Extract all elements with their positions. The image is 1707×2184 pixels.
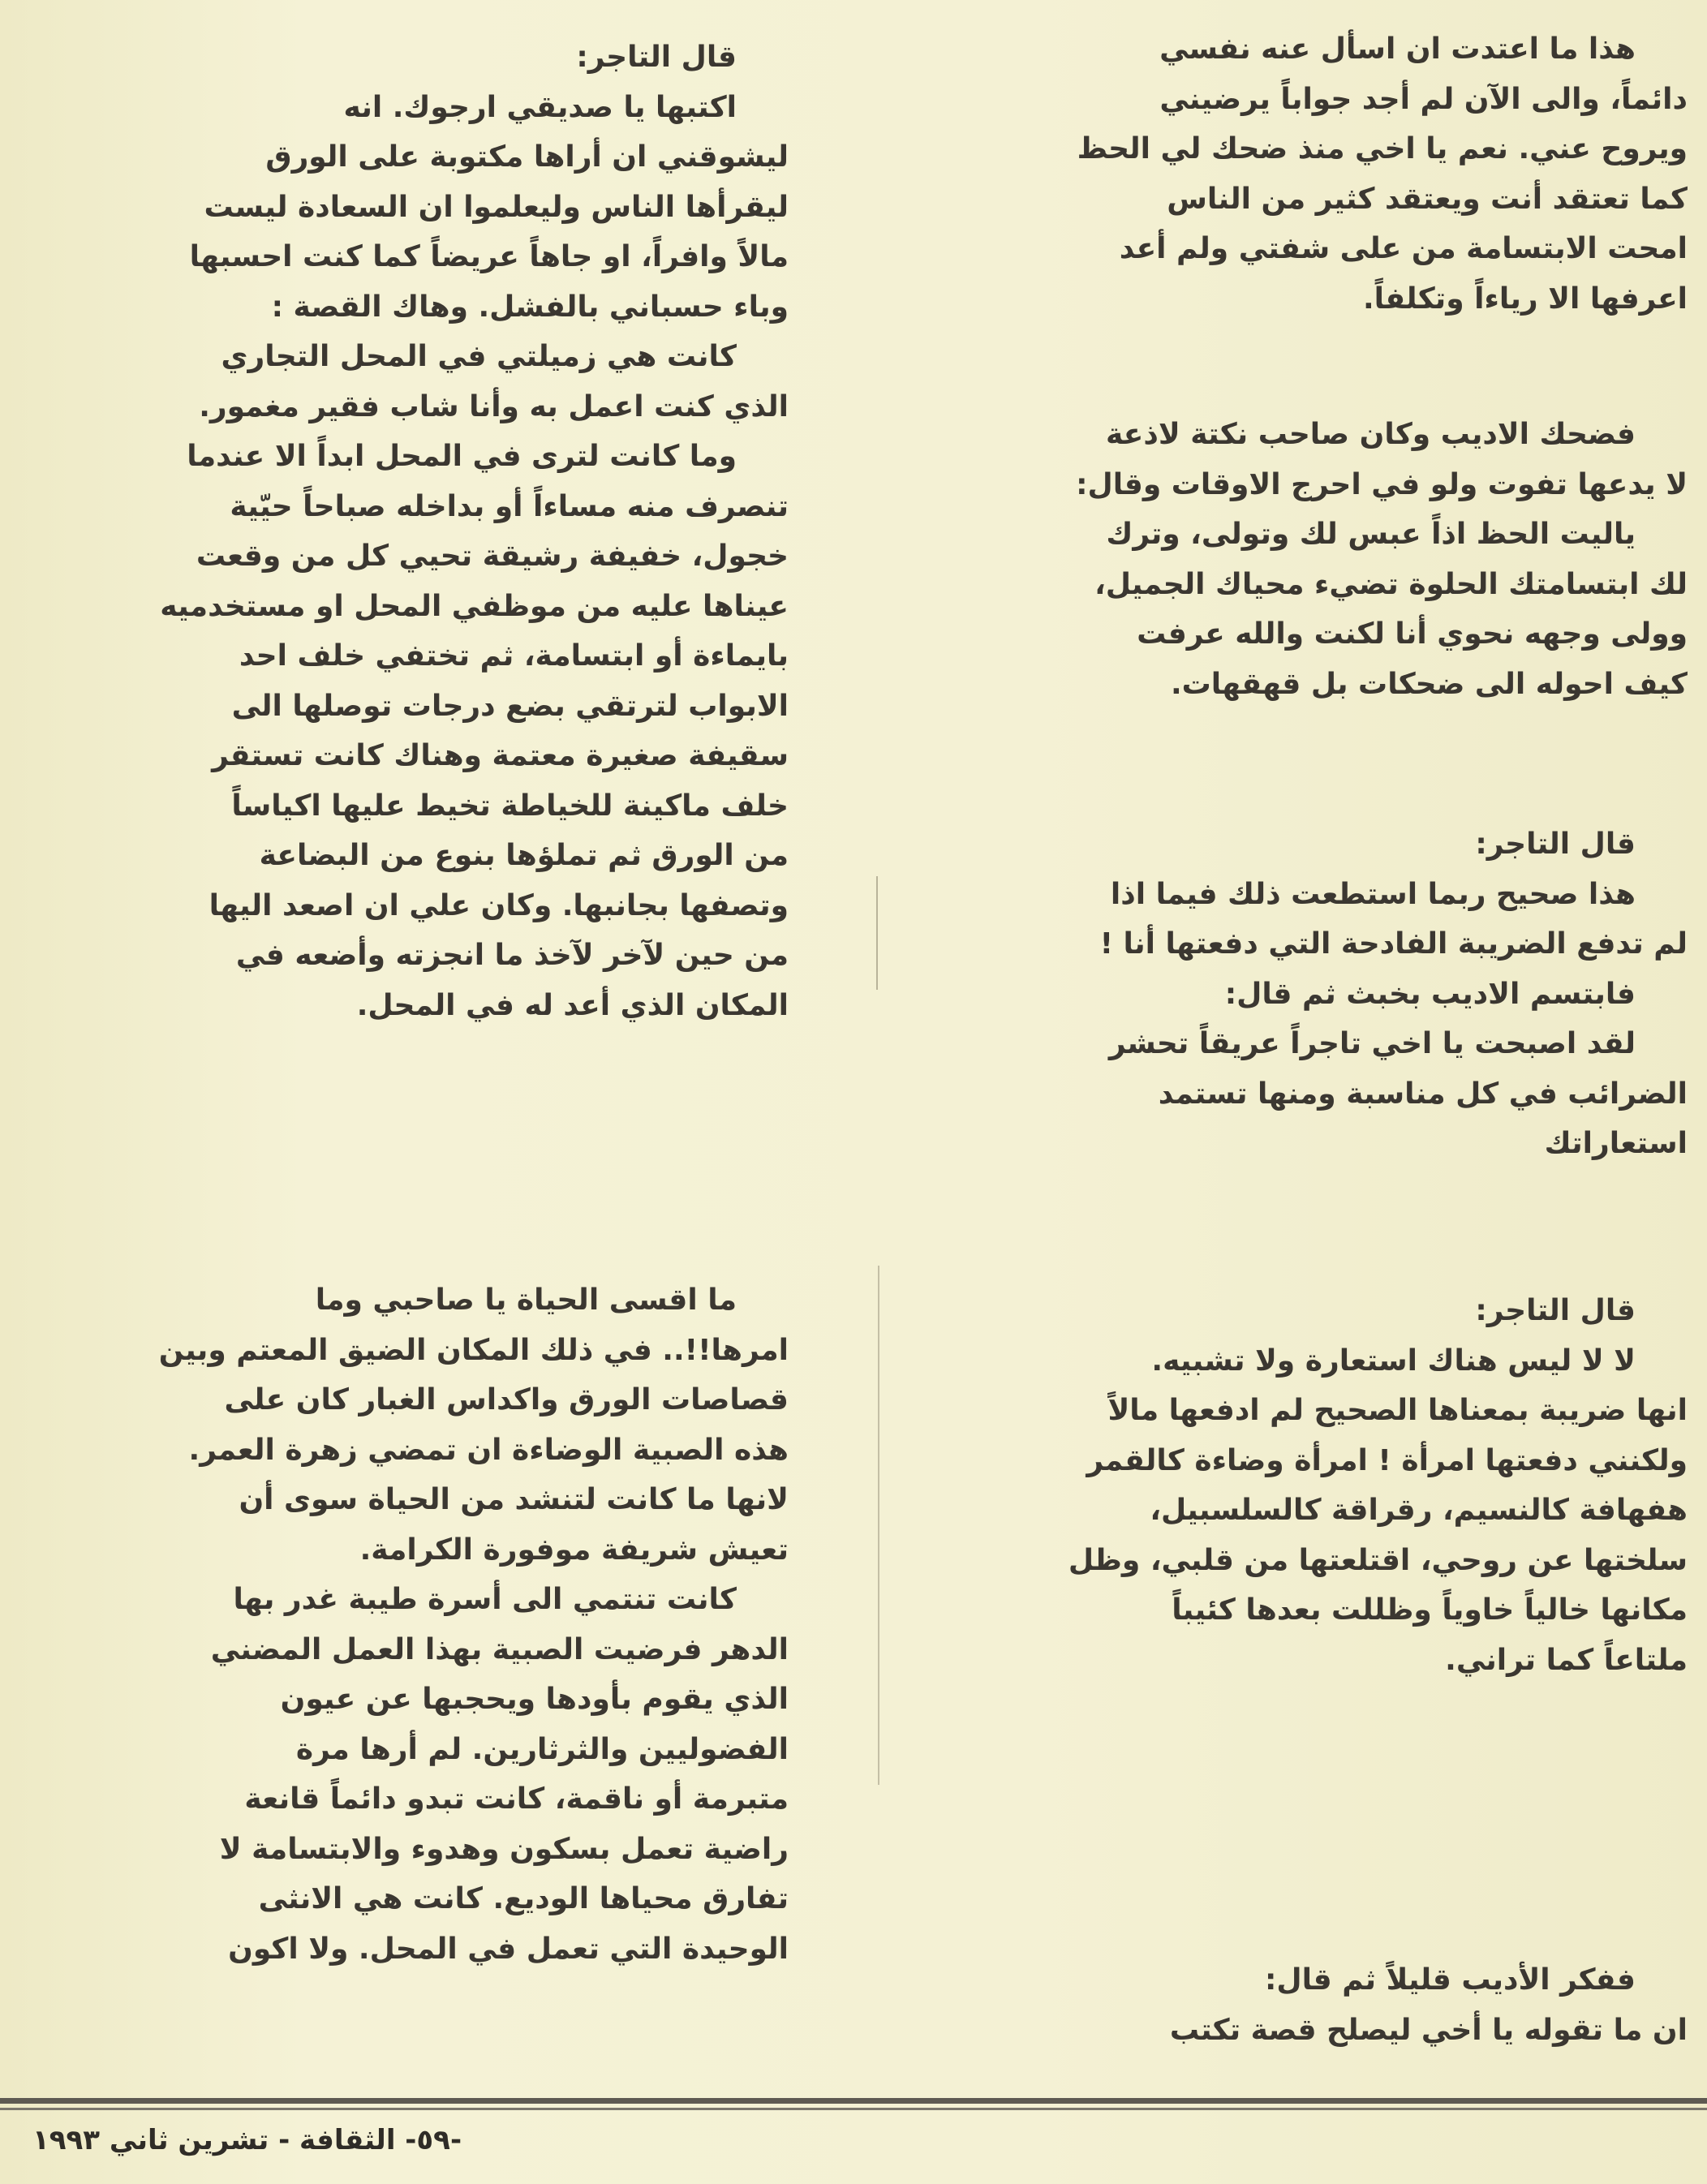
text-line: قصاصات الورق واكداس الغبار كان على xyxy=(224,1383,789,1417)
text-line: هفهافة كالنسيم، رقراقة كالسلسبيل، xyxy=(1150,1494,1688,1527)
text-line: الوحيدة التي تعمل في المحل. ولا اكون xyxy=(228,1932,789,1966)
right-column-paragraph-5 xyxy=(909,1955,1688,2055)
right-column-paragraph-1 xyxy=(909,24,1688,324)
text-line: لا يدعها تفوت ولو في احرج الاوقات وقال: xyxy=(1076,467,1688,501)
text-line: استعاراتك xyxy=(1544,1127,1688,1160)
text-line: لم تدفع الضريبة الفادحة التي دفعتها أنا ! xyxy=(1099,927,1688,961)
text-line: ملتاعاً كما تراني. xyxy=(1445,1643,1688,1677)
text-line: مكانها خالياً خاوياً وظللت بعدها كئيباً xyxy=(1172,1593,1688,1627)
text-line: سلختها عن روحي، اقتلعتها من قلبي، وظل xyxy=(1068,1543,1688,1577)
text-line: كيف احوله الى ضحكات بل قهقهات. xyxy=(1170,667,1688,701)
text-line: سقيفة صغيرة معتمة وهناك كانت تستقر xyxy=(212,739,789,772)
text-line: وباء حسباني بالفشل. وهاك القصة : xyxy=(271,290,789,324)
text-line: الذي يقوم بأودها ويحجبها عن عيون xyxy=(280,1683,789,1716)
text-line: الفضوليين والثرثارين. لم أرها مرة xyxy=(295,1732,789,1766)
speaker-label: قال التاجر: xyxy=(1475,828,1636,861)
text-line: من حين لآخر لآخذ ما انجزته وأضعه في xyxy=(235,939,789,972)
text-line: الدهر فرضيت الصبية بهذا العمل المضني xyxy=(210,1632,789,1666)
text-line: راضية تعمل بسكون وهدوء والابتسامة لا xyxy=(219,1832,789,1866)
footer-text: -٥٩- الثقافة - تشرين ثاني ١٩٩٣ xyxy=(32,2124,462,2156)
text-line: وولى وجهه نحوي أنا لكنت والله عرفت xyxy=(1137,617,1688,651)
text-line: فابتسم الاديب بخبث ثم قال: xyxy=(1224,977,1636,1011)
text-line: دائماً، والى الآن لم أجد جواباً يرضيني xyxy=(1159,82,1688,116)
left-column-paragraph-1 xyxy=(42,32,789,1030)
text-line: كانت تنتمي الى أسرة طيبة غدر بها xyxy=(233,1583,737,1616)
right-column-paragraph-3 xyxy=(909,819,1688,1169)
text-line: ان ما تقوله يا أخي ليصلح قصة تكتب xyxy=(1169,2013,1688,2047)
column-divider xyxy=(878,1266,879,1785)
text-line: كما تعتقد أنت ويعتقد كثير من الناس xyxy=(1167,182,1688,216)
text-line: وتصفها بجانبها. وكان علي ان اصعد اليها xyxy=(209,888,789,922)
text-line: ما اقسى الحياة يا صاحبي وما xyxy=(315,1283,737,1317)
text-line: ولكنني دفعتها امرأة ! امرأة وضاءة كالقمر xyxy=(1086,1443,1688,1477)
footer-rule-thin xyxy=(0,2108,1707,2110)
text-line: انها ضريبة بمعناها الصحيح لم ادفعها مالاً xyxy=(1107,1394,1688,1427)
text-line: هذا صحيح ربما استطعت ذلك فيما اذا xyxy=(1110,877,1636,911)
text-line: الضرائب في كل مناسبة ومنها تستمد xyxy=(1158,1077,1688,1111)
page-footer xyxy=(32,2124,600,2156)
text-line: ياليت الحظ اذاً عبس لك وتولى، وترك xyxy=(1106,518,1636,551)
left-column-paragraph-2 xyxy=(42,1275,789,1974)
text-line: ويروح عني. نعم يا اخي منذ ضحك لي الحظ xyxy=(1077,132,1688,166)
text-line: ليقرأها الناس وليعلموا ان السعادة ليست xyxy=(204,190,789,224)
text-line: الذي كنت اعمل به وأنا شاب فقير مغمور. xyxy=(199,389,789,423)
footer-rule xyxy=(0,2098,1707,2104)
text-line: هذا ما اعتدت ان اسأل عنه نفسي xyxy=(1159,32,1636,66)
text-line: لانها ما كانت لتنشد من الحياة سوى أن xyxy=(239,1483,789,1516)
text-line: لا لا ليس هناك استعارة ولا تشبيه. xyxy=(1151,1344,1636,1378)
text-line: تعيش شريفة موفورة الكرامة. xyxy=(359,1533,789,1567)
text-line: مالاً وافراً، او جاهاً عريضاً كما كنت احسبها xyxy=(189,240,789,273)
column-divider xyxy=(876,876,878,990)
text-line: بايماءة أو ابتسامة، ثم تختفي خلف احد xyxy=(239,639,789,673)
text-line: الابواب لترتقي بضع درجات توصلها الى xyxy=(231,689,789,723)
text-line: امرها!!.. في ذلك المكان الضيق المعتم وبين xyxy=(158,1333,789,1367)
text-line: فضحك الاديب وكان صاحب نكتة لاذعة xyxy=(1105,418,1636,451)
text-line: امحت الابتسامة من على شفتي ولم أعد xyxy=(1119,232,1688,265)
text-line: تفارق محياها الوديع. كانت هي الانثى xyxy=(258,1882,789,1915)
text-line: لك ابتسامتك الحلوة تضيء محياك الجميل، xyxy=(1094,567,1688,601)
text-line: كانت هي زميلتي في المحل التجاري xyxy=(221,340,737,373)
text-line: عيناها عليه من موظفي المحل او مستخدميه xyxy=(160,589,789,623)
right-column-paragraph-2 xyxy=(909,410,1688,709)
text-line: متبرمة أو ناقمة، كانت تبدو دائماً قانعة xyxy=(244,1782,789,1816)
text-line: خجول، خفيفة رشيقة تحيي كل من وقعت xyxy=(196,540,789,573)
text-line: المكان الذي أعد له في المحل. xyxy=(356,988,789,1022)
right-column-paragraph-4 xyxy=(909,1286,1688,1685)
text-line: وما كانت لترى في المحل ابداً الا عندما xyxy=(187,440,737,473)
text-line: لقد اصبحت يا اخي تاجراً عريقاً تحشر xyxy=(1108,1027,1636,1060)
text-line: من الورق ثم تملؤها بنوع من البضاعة xyxy=(259,839,789,872)
text-line: ليشوقني ان أراها مكتوبة على الورق xyxy=(265,140,789,174)
speaker-label: قال التاجر: xyxy=(1475,1294,1636,1327)
text-line: هذه الصبية الوضاءة ان تمضي زهرة العمر. xyxy=(188,1433,789,1467)
speaker-label: قال التاجر: xyxy=(576,41,737,74)
text-line: اعرفها الا رياءاً وتكلفاً. xyxy=(1362,282,1688,316)
text-line: اكتبها يا صديقي ارجوك. انه xyxy=(343,90,737,124)
text-line: تنصرف منه مساءاً أو بداخله صباحاً حيّية xyxy=(230,489,789,523)
text-line: ففكر الأديب قليلاً ثم قال: xyxy=(1265,1963,1636,1997)
text-line: خلف ماكينة للخياطة تخيط عليها اكياساً xyxy=(231,789,789,823)
